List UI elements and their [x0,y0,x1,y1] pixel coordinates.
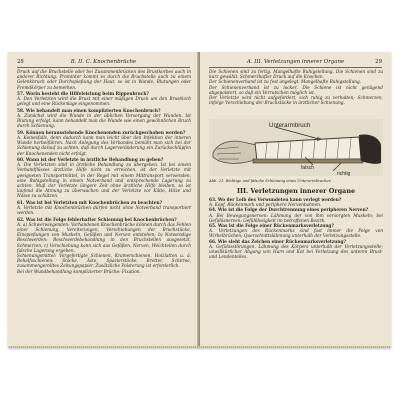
right-question: 66. Wie sieht das Zeichen einer Rückenmarksverletzung? [209,239,346,245]
left-paragraph: A. Den Verletzten wird die Brust mit einer mäßigen Druck um den Brustkorb gelegt und eine Rückenlage eingenommen. [17,97,191,108]
left-paragraph: Schienungsmittel: Vorgefertigte Schienen, Kramerschienen, Holzlatten u. ä. Behelfsschienen: Stöcke, Äste, Spazierstöcke, Bretter, Schirme, zusammengerolltes Zeitungspapier. Zusätzliche Polsterung ist erforderlich. [17,254,191,270]
right-page-top-text [209,70,383,106]
left-running-title: B. II. C. Knochenbrüche [70,59,137,65]
left-paragraph: A. Zunächst wird die Wunde in der üblichen Versorgung der Wunden. Ist Blutung erfolgt, kann behandelt man die Wunde wie einen gewöhnlichen Bruch durch Schienung. [17,114,191,130]
left-page [8,52,199,348]
left-paragraph: Druck auf die Bruchstelle oder bei Zusammenbrücken des Brustkorbes auch in anderer Richtung. Prominter kommt es durch die Bruchstelle auch zu einem Gelenkbruch oder Durchspießung der Haut, so ist in Wunde, Blutungen oder Fremdkörper zu bemerken. [17,70,191,91]
right-page-number: 29 [375,59,382,65]
label-falsch: falsch [301,165,315,171]
label-richtig: richtig [337,171,351,176]
left-paragraph: Bei der Wundbehandlung komplizierter Brüche: Fixation. [17,269,141,275]
right-question: 64. Wie ist die Folge der Durchtrennung eines peripheren Nerven? [209,208,369,214]
left-running-head [17,58,190,68]
left-paragraph: A. Keinesfalls, denn dadurch kann man leicht über den Infektion der inneren Wunde herbeiführen. Nach Anlegung des Verbandes bemüht man sich bei der Schienung darauf zu achten, daß durch Lagerveränderung ein Zurückschlüpfen der Knochenenden nicht erfolgt. [17,136,191,157]
splint-illustration [209,119,383,176]
right-page-questions [209,198,383,260]
right-paragraph: Der Schienenverband ist zu locker. Die Schiene ist nicht genügend abgepolstert, so daß ein Verrutschen möglich ist. [209,85,383,96]
right-paragraph: Die Schienen sind zu fertig. Mangelhafte Ruhigstellung. Die Schienen sind zu kurz gewählt. Schmerzhafter Druck auf die Knochen. [209,70,383,81]
left-page-number: 28 [17,59,24,65]
page-edges [8,346,391,348]
left-question: 60. Wann ist der Verletzte in ärztliche Behandlung zu geben? [17,158,164,163]
right-paragraph: A. Gefühlsstörungen, Lähmung des Körpers unterhalb der Verletzungsstelle; unwillkürlicher Abgang von Harn und Kot bei Verletzung des unteren Brust- und Lendenteiles. [209,244,383,261]
left-paragraph: A. a) Schwerwiegenden: Vorhandenen Knochenbrüche können durch das Fehlen einer Schienung, Vereiterungen, Verschiebungen der Bruchstücke, Einspießungen von Muskeln, Gefäßen und Nerven entstehen; b) Notwendige Beschwerden: Beschwerdebehandlung in den Bruchstellen ausgesetzt, Schmerzen; c) Verschiebung kann sich aus Gefäßen, Nerven, Weichteilen durch falsche Lagerung ergeben. [17,222,191,254]
right-question: 65. Was ist die Folge einer Rückenmarksverletzung? [209,224,334,230]
right-paragraph: A. Bei Bewegungsnerven: Lähmung der von ihm versorgten Muskeln; bei Gefühlsnerven: Gefühllosigkeit im betroffenen Bezirk. [209,213,383,224]
section-title: III. Verletzungen innerer Organe [236,187,356,195]
right-paragraph: Der Verletzte wird nicht aufgefordert, sich ruhig zu verhalten; Schmerzen, infolge Verschiebung der Bruchstücke in ärztlicher Schienung. [209,96,383,107]
left-question: 61. Was ist bei Verletzten mit Knochenbrüchen zu beachten? [17,200,163,206]
left-page-text [17,70,191,275]
right-question: 63. Wo der Leib des Verwundeten kann verlegt werden? [209,198,342,203]
figure-caption: Abb. 21. Richtige und falsche Schienung eines Unterarmbruches [209,179,331,183]
label-unterarmbruch: Unterarmbruch [269,122,311,129]
right-page [200,52,391,348]
right-running-title: A. III. Verletzungen innerer Organe [246,59,345,65]
right-paragraph: A. Verletzungen des Rückenmarks sind fast immer die Folge von Wirbelbrüchen; Querschnittslähmung unterhalb der Verletzungsstelle. [209,229,383,240]
open-book [8,52,391,348]
right-running-head [209,58,382,68]
left-question: 62. Was ist die Folge fehlerhafter Schienung bei Knochenbrüchen? [17,217,177,223]
left-paragraph: A. Verletzte mit Knochenbrüchen dürfen nicht ohne Notverband transportiert werden. [17,206,191,217]
right-paragraph: A. Kopf, Rückenmark und periphere Nervenbahnen. [209,203,322,209]
left-paragraph: A. Die Verletzten sind in ärztliche Behandlung zu übergeben. Ist bei einem Verbandflüsses ärztliche Hilfe nicht zu erreichen, ist der Verletzte mit geeigneten Transportmittel, in der Regel mit einem Mittransport verwenden, eine Ruhigstellung in einem Notverband und entsprechende Lagerung zu achten. Muß der Verletzte längere Zeit ohne ärztliche Hilfe bleiben, so ist laufend die Atmung zu überwachen und der Verletzte vor Kälte, Hitze und Nässe zu schützen. [17,163,191,200]
right-paragraph: Der Schienenverband ist zu fest angelegt. Mangelhafte Ruhigstellung. [209,80,362,86]
left-question: 58. Wie behandelt man einen komplizierten Knochenbruch? [17,108,161,114]
left-question: 57. Worin besteht die Hilfeleistung beim Rippenbruch? [17,92,149,97]
left-question: 59. Können herausstehende Knochenenden zurückgeschoben werden? [17,130,186,136]
